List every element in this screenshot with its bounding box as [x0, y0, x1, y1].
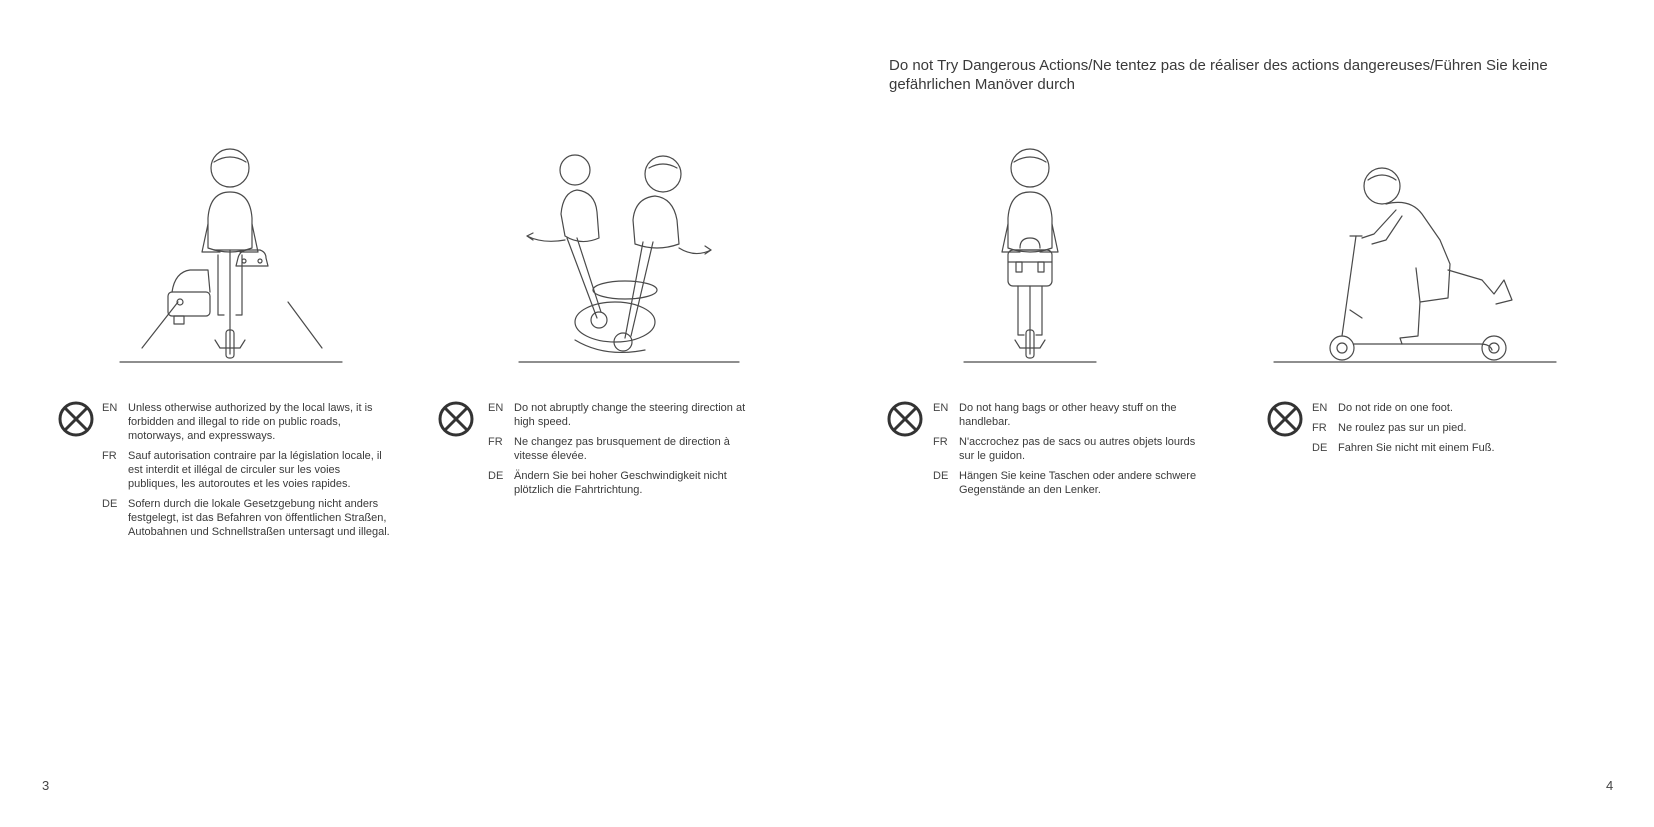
section-title: Do not Try Dangerous Actions/Ne tentez pas de réaliser des actions dangereuses/Führen Sie keine gefährlichen Manöver durch	[889, 57, 1548, 93]
warning-line-en: EN Do not hang bags or other heavy stuff on the handlebar.	[933, 402, 1177, 428]
illustration-public-road	[110, 140, 350, 365]
warning-line-de: DE Sofern durch die lokale Gesetzgebung nicht anders festgelegt, ist das Befahren von öffentlichen Straßen, Autobahnen und Schnellstraßen untersagt und illegal.	[102, 498, 390, 538]
warning-line-de: DE Fahren Sie nicht mit einem Fuß.	[1312, 442, 1495, 454]
prohibited-icon	[887, 401, 923, 437]
warning-line-en: EN Unless otherwise authorized by the local laws, it is forbidden and illegal to ride on public roads, motorways, and expressways.	[102, 402, 373, 442]
warning-line-fr: FR Sauf autorisation contraire par la législation locale, il est interdit et illégal de circuler sur les voies publiques, les autoroutes et les voies rapides.	[102, 450, 382, 490]
prohibited-icon	[1267, 401, 1303, 437]
page-number-right: 4	[1606, 778, 1614, 793]
illustration-one-foot	[1270, 140, 1560, 365]
warning-line-fr: FR Ne changez pas brusquement de direction à vitesse élevée.	[488, 436, 730, 462]
prohibited-icon	[438, 401, 474, 437]
illustration-bag-on-handlebar	[960, 140, 1100, 365]
warning-line-en: EN Do not ride on one foot.	[1312, 402, 1453, 414]
warning-line-en: EN Do not abruptly change the steering direction at high speed.	[488, 402, 746, 428]
illustration-abrupt-steering	[515, 140, 745, 365]
warning-line-de: DE Hängen Sie keine Taschen oder andere schwere Gegenstände an den Lenker.	[933, 470, 1197, 496]
warning-line-fr: FR N'accrochez pas de sacs ou autres objets lourds sur le guidon.	[933, 436, 1196, 462]
warning-line-fr: FR Ne roulez pas sur un pied.	[1312, 422, 1467, 434]
warning-line-de: DE Ändern Sie bei hoher Geschwindigkeit nicht plötzlich die Fahrtrichtung.	[488, 470, 727, 496]
page-number-left: 3	[42, 778, 50, 793]
prohibited-icon	[58, 401, 94, 437]
